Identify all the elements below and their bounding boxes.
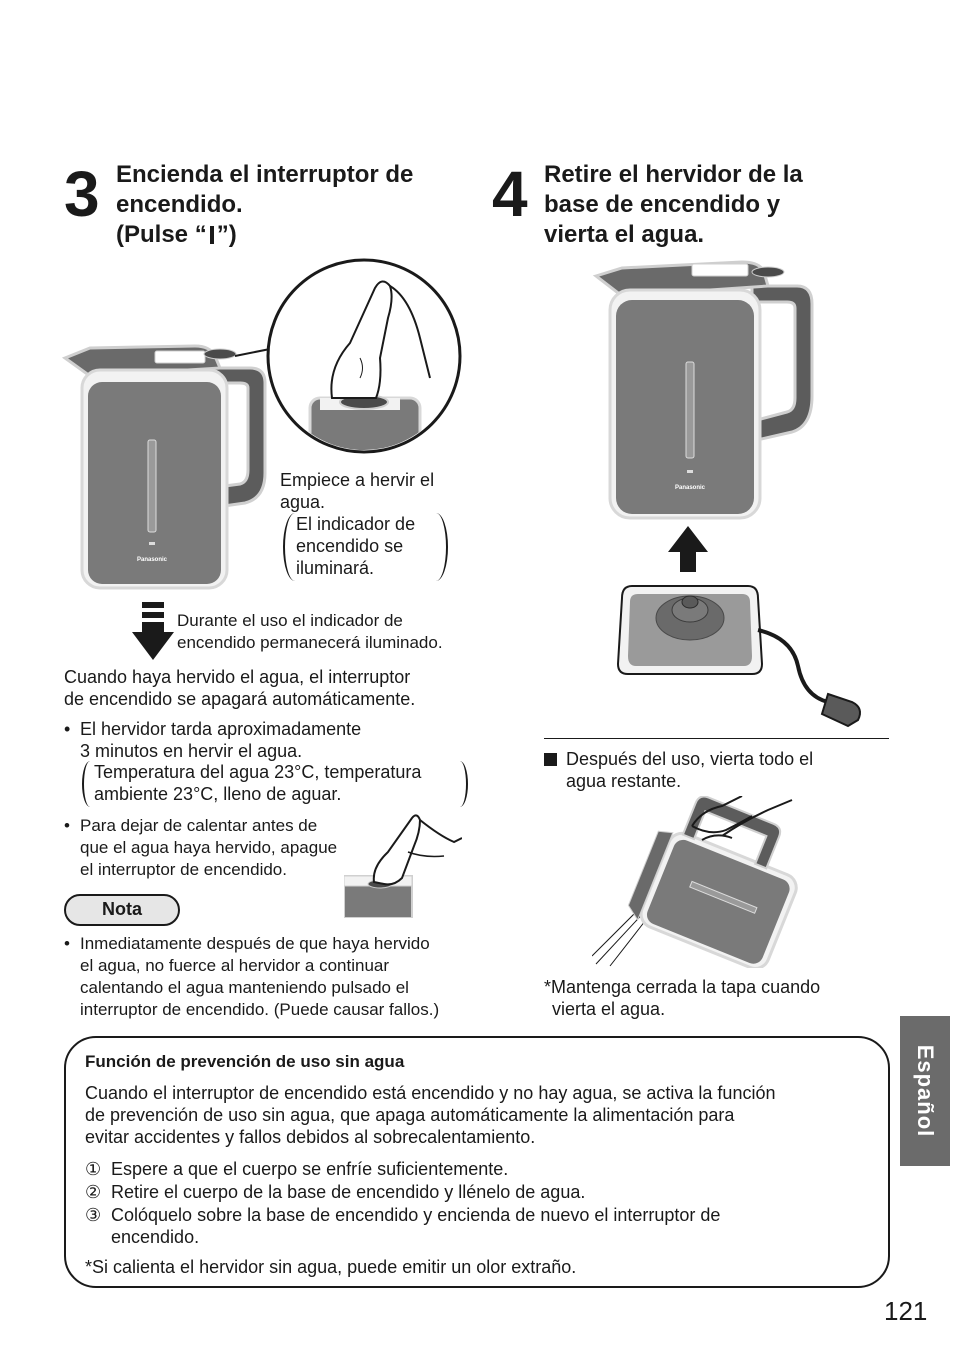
dry-boil-step-2: ② Retire el cuerpo de la base de encendido y llénelo de agua.: [85, 1182, 586, 1202]
during-use-line1: Durante el uso el indicador de: [177, 611, 403, 630]
step-4-number: 4: [492, 158, 526, 230]
step-3-title-line1: Encienda el interruptor de: [116, 161, 414, 188]
step-3-title: [116, 160, 466, 250]
callout-line1: Empiece a hervir el: [280, 470, 435, 490]
indicator-note-line1: El indicador de: [296, 514, 416, 534]
page-number: 121: [884, 1296, 928, 1326]
dry-boil-step-3-cont: encendido.: [111, 1227, 200, 1247]
stop-heating-line3: el interruptor de encendido.: [80, 860, 287, 879]
language-tab: [900, 1016, 950, 1166]
callout-text: [280, 469, 470, 513]
boil-conditions-line2: ambiente 23°C, lleno de aguar.: [94, 784, 342, 804]
dry-boil-step-3: ③ Colóquelo sobre la base de encendido y encienda de nuevo el interruptor de: [85, 1205, 721, 1225]
during-use-note: [177, 610, 477, 654]
step-3-title-line2: encendido.: [116, 191, 243, 218]
boil-time-line2: 3 minutos en hervir el agua.: [80, 741, 303, 761]
after-use-line1: Después del uso, vierta todo el: [566, 749, 814, 769]
dry-boil-step-1: ① Espere a que el cuerpo se enfríe suficientemente.: [85, 1159, 509, 1179]
step-4-title-line1: Retire el hervidor de la: [544, 161, 803, 188]
language-tab-label: Español: [913, 1044, 938, 1138]
bullet-dot: •: [64, 816, 70, 835]
dry-boil-steps: [85, 1158, 885, 1248]
indicator-note: [283, 513, 448, 581]
keep-lid-line1: *Mantenga cerrada la tapa cuando: [544, 977, 821, 997]
down-arrow-icon: [132, 602, 174, 662]
boil-conditions-line1: Temperatura del agua 23°C, temperatura: [94, 762, 422, 782]
after-use-line2: agua restante.: [566, 771, 682, 791]
note-line1: Inmediatamente después de que haya hervido: [80, 934, 430, 953]
switch-off-illustration: [344, 812, 462, 918]
dry-boil-line3: evitar accidentes y fallos debidos al sobrecalentamiento.: [85, 1127, 536, 1147]
dry-boil-line1: Cuando el interruptor de encendido está encendido y no hay agua, se activa la función: [85, 1083, 776, 1103]
note-line2: el agua, no fuerce al hervidor a continuar: [80, 956, 390, 975]
step-3-title-line3: (Pulse “ ”): [116, 221, 237, 248]
boil-conditions: [82, 761, 468, 807]
stop-heating-line2: que el agua haya hervido, apague: [80, 838, 338, 857]
step-4-title-line3: vierta el agua.: [544, 221, 705, 248]
note-line3: calentando el agua manteniendo pulsado el: [80, 978, 409, 997]
step-3-number: 3: [64, 158, 98, 230]
bullet-stop-heating: [64, 815, 354, 881]
note-line4: interruptor de encendido. (Puede causar fallos.): [80, 1000, 440, 1019]
after-use-note: [544, 748, 884, 792]
square-bullet-icon: [544, 753, 557, 766]
note-text: [64, 933, 474, 1021]
kettle-brand-label: Panasonic: [136, 557, 168, 563]
auto-off-line2: de encendido se apagará automáticamente.: [64, 689, 416, 709]
dry-boil-title: Función de prevención de uso sin agua: [85, 1052, 405, 1071]
step-4-title-line2: base de encendido y: [544, 191, 781, 218]
up-arrow-icon: [668, 526, 708, 572]
step-4-title: [544, 160, 884, 250]
note-label: Nota: [64, 894, 180, 926]
indicator-note-line3: iluminará.: [296, 558, 375, 578]
power-symbol-icon: [210, 226, 214, 244]
pouring-illustration: [592, 796, 802, 968]
bullet-boil-time: [64, 718, 474, 762]
during-use-line2: encendido permanecerá iluminado.: [177, 633, 443, 652]
auto-off-text: [64, 666, 484, 710]
auto-off-line1: Cuando haya hervido el agua, el interruptor: [64, 667, 411, 687]
kettle-brand-label-2: Panasonic: [674, 485, 706, 491]
bullet-dot: •: [64, 934, 70, 953]
keep-lid-line2: vierta el agua.: [552, 999, 666, 1019]
dry-boil-line2: de prevención de uso sin agua, que apaga automáticamente la alimentación para: [85, 1105, 735, 1125]
divider: [544, 738, 889, 739]
stop-heating-line1: Para dejar de calentar antes de: [80, 816, 318, 835]
bullet-dot: •: [64, 719, 71, 739]
dry-boil-description: [85, 1082, 885, 1148]
keep-lid-closed-note: [544, 976, 894, 1020]
boil-time-line1: El hervidor tarda aproximadamente: [80, 719, 362, 739]
dry-boil-footnote: *Si calienta el hervidor sin agua, puede emitir un olor extraño.: [85, 1257, 577, 1277]
callout-line2: agua.: [280, 492, 326, 512]
indicator-note-line2: encendido se: [296, 536, 404, 556]
kettle-lift-illustration: [592, 256, 872, 732]
dry-boil-protection-box: [64, 1036, 890, 1288]
